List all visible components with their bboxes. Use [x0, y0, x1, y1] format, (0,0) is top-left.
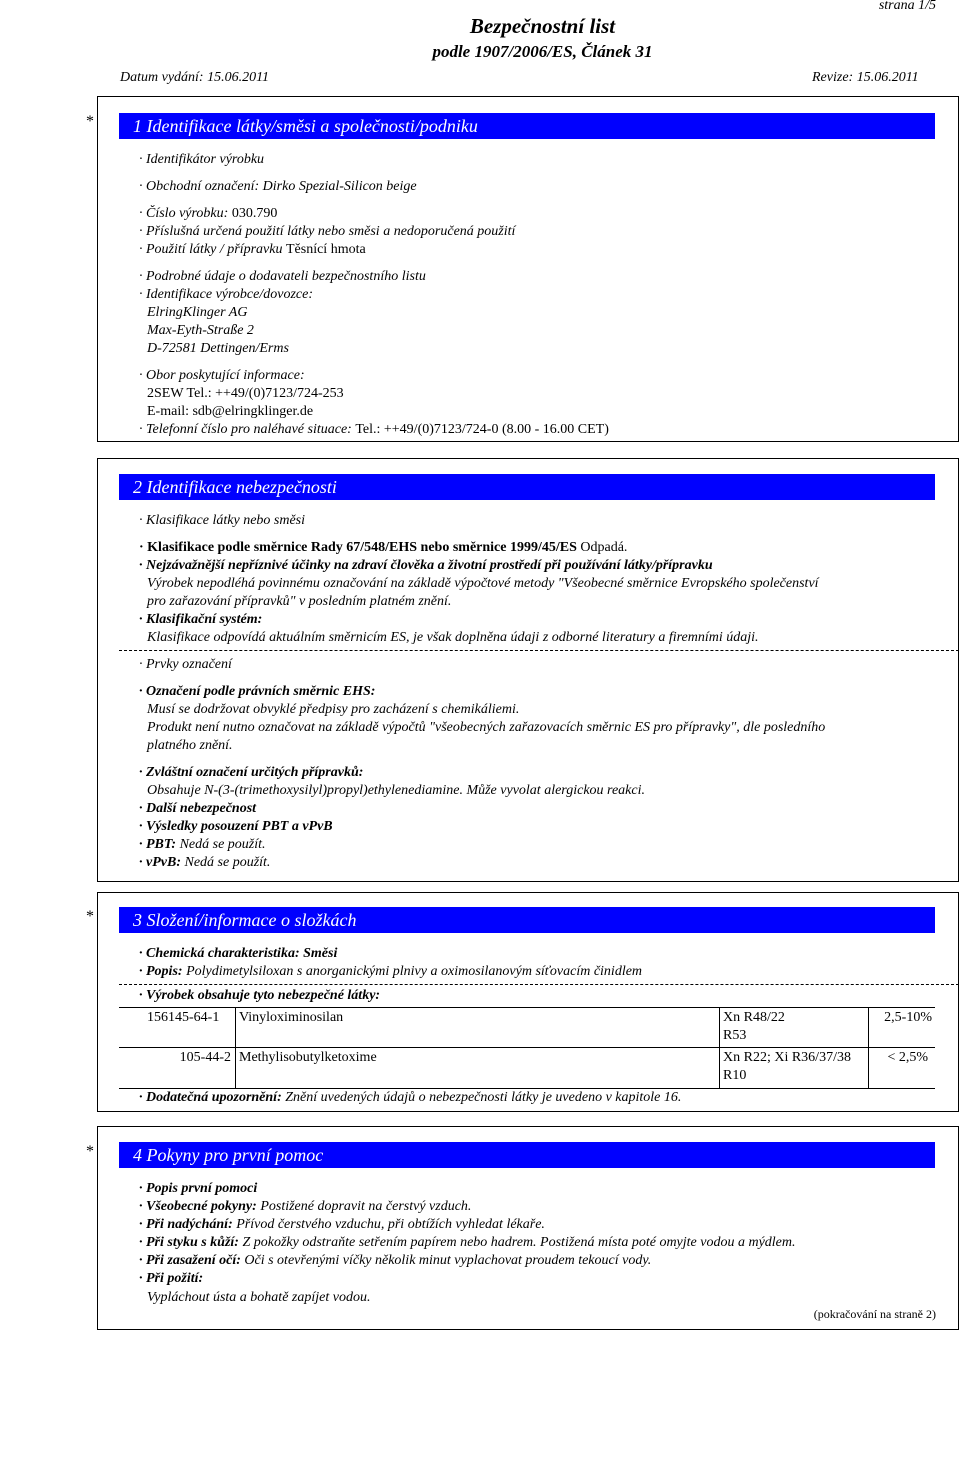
component-name: Methylisobutylketoxime: [239, 1050, 377, 1065]
product-identifier: · Identifikátor výrobku: [139, 152, 265, 167]
dashed-divider: [119, 650, 959, 651]
company-city: D-72581 Dettingen/Erms: [147, 341, 289, 356]
emergency-phone: · Telefonní číslo pro naléhavé situace: Tel.: ++49/(0)7123/724-0 (8.00 - 16.00 CET): [139, 422, 609, 437]
vpvb-line: · vPvB: Nedá se použít.: [139, 855, 271, 870]
description: · Popis: Polydimetylsiloxan s anorganickými plnivy a oximosilanovým síťovacím činidlem: [139, 964, 643, 979]
change-marker: *: [86, 113, 94, 130]
table-col-border: [868, 1007, 869, 1088]
dashed-divider: [119, 984, 959, 985]
page-number: strana 1/5: [878, 0, 936, 13]
cas-number: 156145-64-1: [147, 1010, 220, 1025]
issue-date: Datum vydání: 15.06.2011: [120, 70, 270, 85]
classification-label: · Klasifikace látky nebo směsi: [139, 513, 306, 528]
component-concentration: 2,5-10%: [884, 1010, 932, 1025]
table-col-border: [235, 1007, 236, 1088]
classification-system-label: · Klasifikační systém:: [139, 612, 263, 627]
identified-uses: · Příslušná určená použití látky nebo směsi a nedoporučená použití: [139, 224, 516, 239]
label-elements: · Prvky označení: [139, 657, 232, 672]
section-1-heading: 1 Identifikace látky/směsi a společnosti/podniku: [119, 113, 935, 139]
table-row-border: [119, 1047, 935, 1048]
other-hazards: · Další nebezpečnost: [139, 801, 257, 816]
cas-number: 105-44-2: [179, 1050, 231, 1065]
info-department-label: · Obor poskytující informace:: [139, 368, 305, 383]
after-eye-contact: · Při zasažení očí: Oči s otevřenými víčky několik minut vyplachovat proudem tekoucí vody.: [139, 1253, 652, 1268]
after-skin-contact: · Při styku s kůží: Z pokožky odstraňte setřením papírem nebo hadrem. Postižená místa poté omyjte vodou a mýdlem.: [139, 1235, 796, 1250]
manufacturer-label: · Identifikace výrobce/dovozce:: [139, 287, 314, 302]
classification-system-text: Klasifikace odpovídá aktuálním směrnicím ES, je však doplněna údaji z odborné literatury a firemními údaji.: [147, 630, 759, 645]
adverse-effects-label: · Nejzávažnější nepříznivé účinky na zdraví člověka a životní prostředí při používání látky/přípravku: [139, 558, 713, 573]
supplier-details: · Podrobné údaje o dodavateli bezpečnostního listu: [139, 269, 426, 284]
section-4-heading: 4 Pokyny pro první pomoc: [119, 1142, 935, 1168]
component-classification: R53: [723, 1028, 747, 1043]
eec-labelling-label: · Označení podle právních směrnic EHS:: [139, 684, 376, 699]
revision-date: Revize: 15.06.2011: [812, 70, 919, 85]
product-number: · Číslo výrobku: 030.790: [139, 206, 278, 221]
special-labelling-text: Obsahuje N-(3-(trimethoxysilyl)propyl)ethylenediamine. Může vyvolat alergickou reakci.: [147, 783, 645, 798]
first-aid-description: · Popis první pomoci: [139, 1181, 258, 1196]
eec-labelling-text-1: Musí se dodržovat obvyklé předpisy pro zacházení s chemikáliemi.: [147, 702, 520, 717]
component-classification: R10: [723, 1068, 747, 1083]
after-swallowing-text: Vypláchout ústa a bohatě zapíjet vodou.: [147, 1290, 371, 1305]
document-title: Bezpečnostní list: [469, 14, 616, 38]
continued-note: (pokračování na straně 2): [813, 1307, 936, 1321]
section-3-heading: 3 Složení/informace o složkách: [119, 907, 935, 933]
additional-information: · Dodatečná upozornění: Znění uvedených údajů o nebezpečnosti látky je uvedeno v kapitole 16.: [139, 1090, 682, 1105]
component-concentration: < 2,5%: [887, 1050, 928, 1065]
pbt-line: · PBT: Nedá se použít.: [139, 837, 266, 852]
general-instructions: · Všeobecné pokyny: Postižené dopravit na čerstvý vzduch.: [139, 1199, 472, 1214]
change-marker: *: [86, 1143, 94, 1160]
pbt-vpvb-results: · Výsledky posouzení PBT a vPvB: [139, 819, 333, 834]
chemical-characterization: · Chemická charakteristika: Směsi: [139, 946, 338, 961]
info-phone: 2SEW Tel.: ++49/(0)7123/724-253: [147, 386, 344, 401]
component-classification: Xn R48/22: [723, 1010, 785, 1025]
eec-labelling-text-2: Produkt není nutno označovat na základě výpočtů "všeobecných zařazovacích směrnic ES pro přípravky", dle posledního: [147, 720, 826, 735]
section-2-heading: 2 Identifikace nebezpečnosti: [119, 474, 935, 500]
info-email: E-mail: sdb@elringklinger.de: [147, 404, 314, 419]
hazardous-components-label: · Výrobek obsahuje tyto nebezpečné látky:: [139, 988, 381, 1003]
adverse-effects-text-2: pro zařazování přípravků" v posledním platném znění.: [147, 594, 452, 609]
document-subtitle: podle 1907/2006/ES, Článek 31: [432, 42, 653, 61]
classification-directive: · Klasifikace podle směrnice Rady 67/548/EHS nebo směrnice 1999/45/ES Odpadá.: [139, 540, 628, 555]
table-top-border: [119, 1007, 935, 1008]
company-name: ElringKlinger AG: [147, 305, 248, 320]
component-classification: Xn R22; Xi R36/37/38: [723, 1050, 851, 1065]
change-marker: *: [86, 908, 94, 925]
component-name: Vinyloximinosilan: [239, 1010, 344, 1025]
special-labelling-label: · Zvláštní označení určitých přípravků:: [139, 765, 364, 780]
company-street: Max-Eyth-Straße 2: [147, 323, 254, 338]
substance-use: · Použití látky / přípravku Těsnící hmota: [139, 242, 366, 257]
trade-name: · Obchodní označení: Dirko Spezial-Silicon beige: [139, 179, 417, 194]
table-col-border: [719, 1007, 720, 1088]
adverse-effects-text-1: Výrobek nepodléhá povinnému označování na základě výpočtové metody "Všeobecné směrnice Evropského společenství: [147, 576, 819, 591]
eec-labelling-text-3: platného znění.: [147, 738, 233, 753]
after-swallowing-label: · Při požití:: [139, 1271, 204, 1286]
after-inhalation: · Při nadýchání: Přívod čerstvého vzduchu, při obtížích vyhledat lékaře.: [139, 1217, 545, 1232]
